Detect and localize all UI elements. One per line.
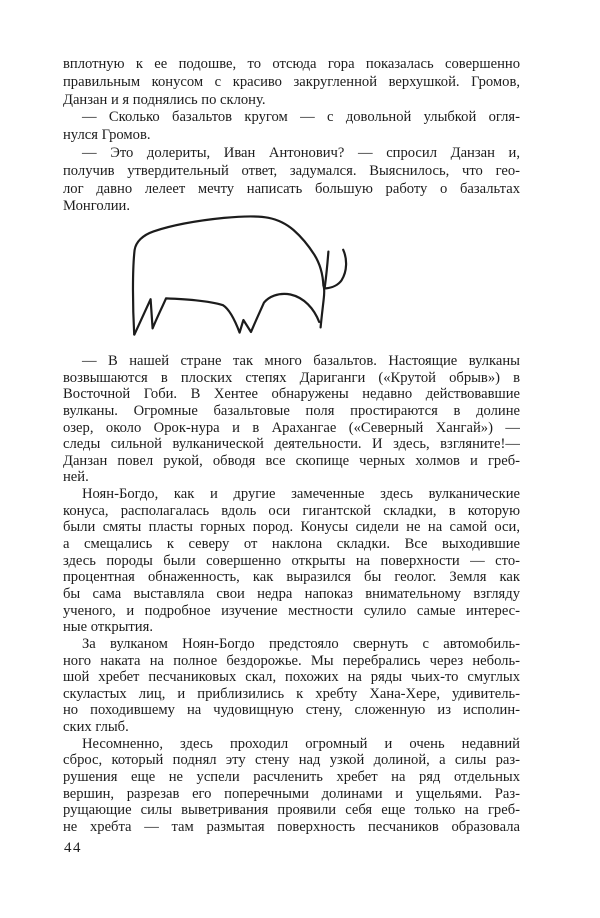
text-line: следы сильной вулканической деятельности. И здесь, взгляните!— xyxy=(63,436,520,453)
text-line: не хребта — там размытая поверхность песчаников образовала xyxy=(63,818,520,835)
text-line: Ноян-Богдо, как и другие замеченные здесь вулканические xyxy=(82,486,520,503)
text-line: ного наката на полное бездорожье. Мы перебрались через неболь- xyxy=(63,652,520,669)
text-line: здесь породы были совершенно открыты на поверхности — сто- xyxy=(63,552,520,569)
text-line: Несомненно, здесь проходил огромный и очень недавний xyxy=(82,735,520,752)
bull-belly-and-legs xyxy=(134,294,319,335)
text-line: Монголии. xyxy=(63,198,130,215)
text-line: За вулканом Ноян-Богдо предстояло свернуть с автомобиль- xyxy=(82,635,520,652)
text-column-lower xyxy=(63,353,520,836)
text-line: бы сама выставляла свои недра напоказ внимательному взгляду xyxy=(63,585,520,602)
text-line: рушения еще не успели расчленить хребет на ряд отдельных xyxy=(63,769,520,786)
text-line: скуластых лиц, и приблизились к хребту Хана-Хере, удивитель- xyxy=(63,685,520,702)
text-line: ней. xyxy=(63,469,89,486)
bull-body-outline xyxy=(133,216,324,334)
text-line: ских глыб. xyxy=(63,719,129,736)
text-line: но походившему на чудовищную стену, сложенную из исполин- xyxy=(63,702,520,719)
text-line: правильным конусом с красиво закругленной верхушкой. Громов, xyxy=(63,73,520,90)
text-line: процентная обнаженность, как выразился бы геолог. Земля как xyxy=(63,569,520,586)
text-line: лог давно лелеет мечту написать большую работу о базальтах xyxy=(63,180,520,197)
text-line: конуса, располагалась вдоль оси гигантской складки, в которую xyxy=(63,502,520,519)
bull-petroglyph-drawing-icon xyxy=(120,205,370,345)
text-line: — Это долериты, Иван Антонович? — спросил Данзан и, xyxy=(82,144,520,161)
text-line: получив утвердительный ответ, задумался. Выяснилось, что гео- xyxy=(63,162,520,179)
text-line: ученого, и подробное изучение местности сулило самые интерес- xyxy=(63,602,520,619)
text-line: вершин, разрезав его поперечными долинами и ущельями. Раз- xyxy=(63,785,520,802)
text-line: шой хребет песчаниковых скал, похожих на ряды чьих-то смуглых xyxy=(63,669,520,686)
text-line: ные открытия. xyxy=(63,619,153,636)
text-line: были смяты пласты горных пород. Конусы сидели не на самой оси, xyxy=(63,519,520,536)
text-line: озер, около Орок-нура и в Арахангае («Северный Хангай») — xyxy=(63,419,520,436)
text-column-upper xyxy=(63,56,520,216)
text-line: возвышаются в плоских степях Дариганги («Крутой обрыв») в xyxy=(63,369,520,386)
text-line: — В нашей стране так много базальтов. Настоящие вулканы xyxy=(82,353,520,369)
text-line: Данзан и я поднялись по склону. xyxy=(63,91,266,108)
text-line: Данзан повел рукой, обводя все скопище черных холмов и греб- xyxy=(63,452,520,469)
page-number: 44 xyxy=(64,840,82,856)
text-line: вплотную к ее подошве, то отсюда гора показалась совершенно xyxy=(63,56,520,72)
text-line: Восточной Гоби. В Хентее обнаружены недавно действовавшие xyxy=(63,386,520,403)
text-line: нулся Громов. xyxy=(63,127,151,144)
text-line: рущающие силы выветривания проявили себя еще только на греб- xyxy=(63,802,520,819)
bull-horn-near xyxy=(325,252,329,287)
text-line: а смещались к северу от наклона складки. Все выходившие xyxy=(63,536,520,553)
text-line: вулканы. Огромные базальтовые поля простираются в долине xyxy=(63,402,520,419)
text-line: — Сколько базальтов кругом — с довольной улыбкой огля- xyxy=(82,109,520,126)
text-line: сброс, который поднял эту стену над узкой долиной, а силы раз- xyxy=(63,752,520,769)
